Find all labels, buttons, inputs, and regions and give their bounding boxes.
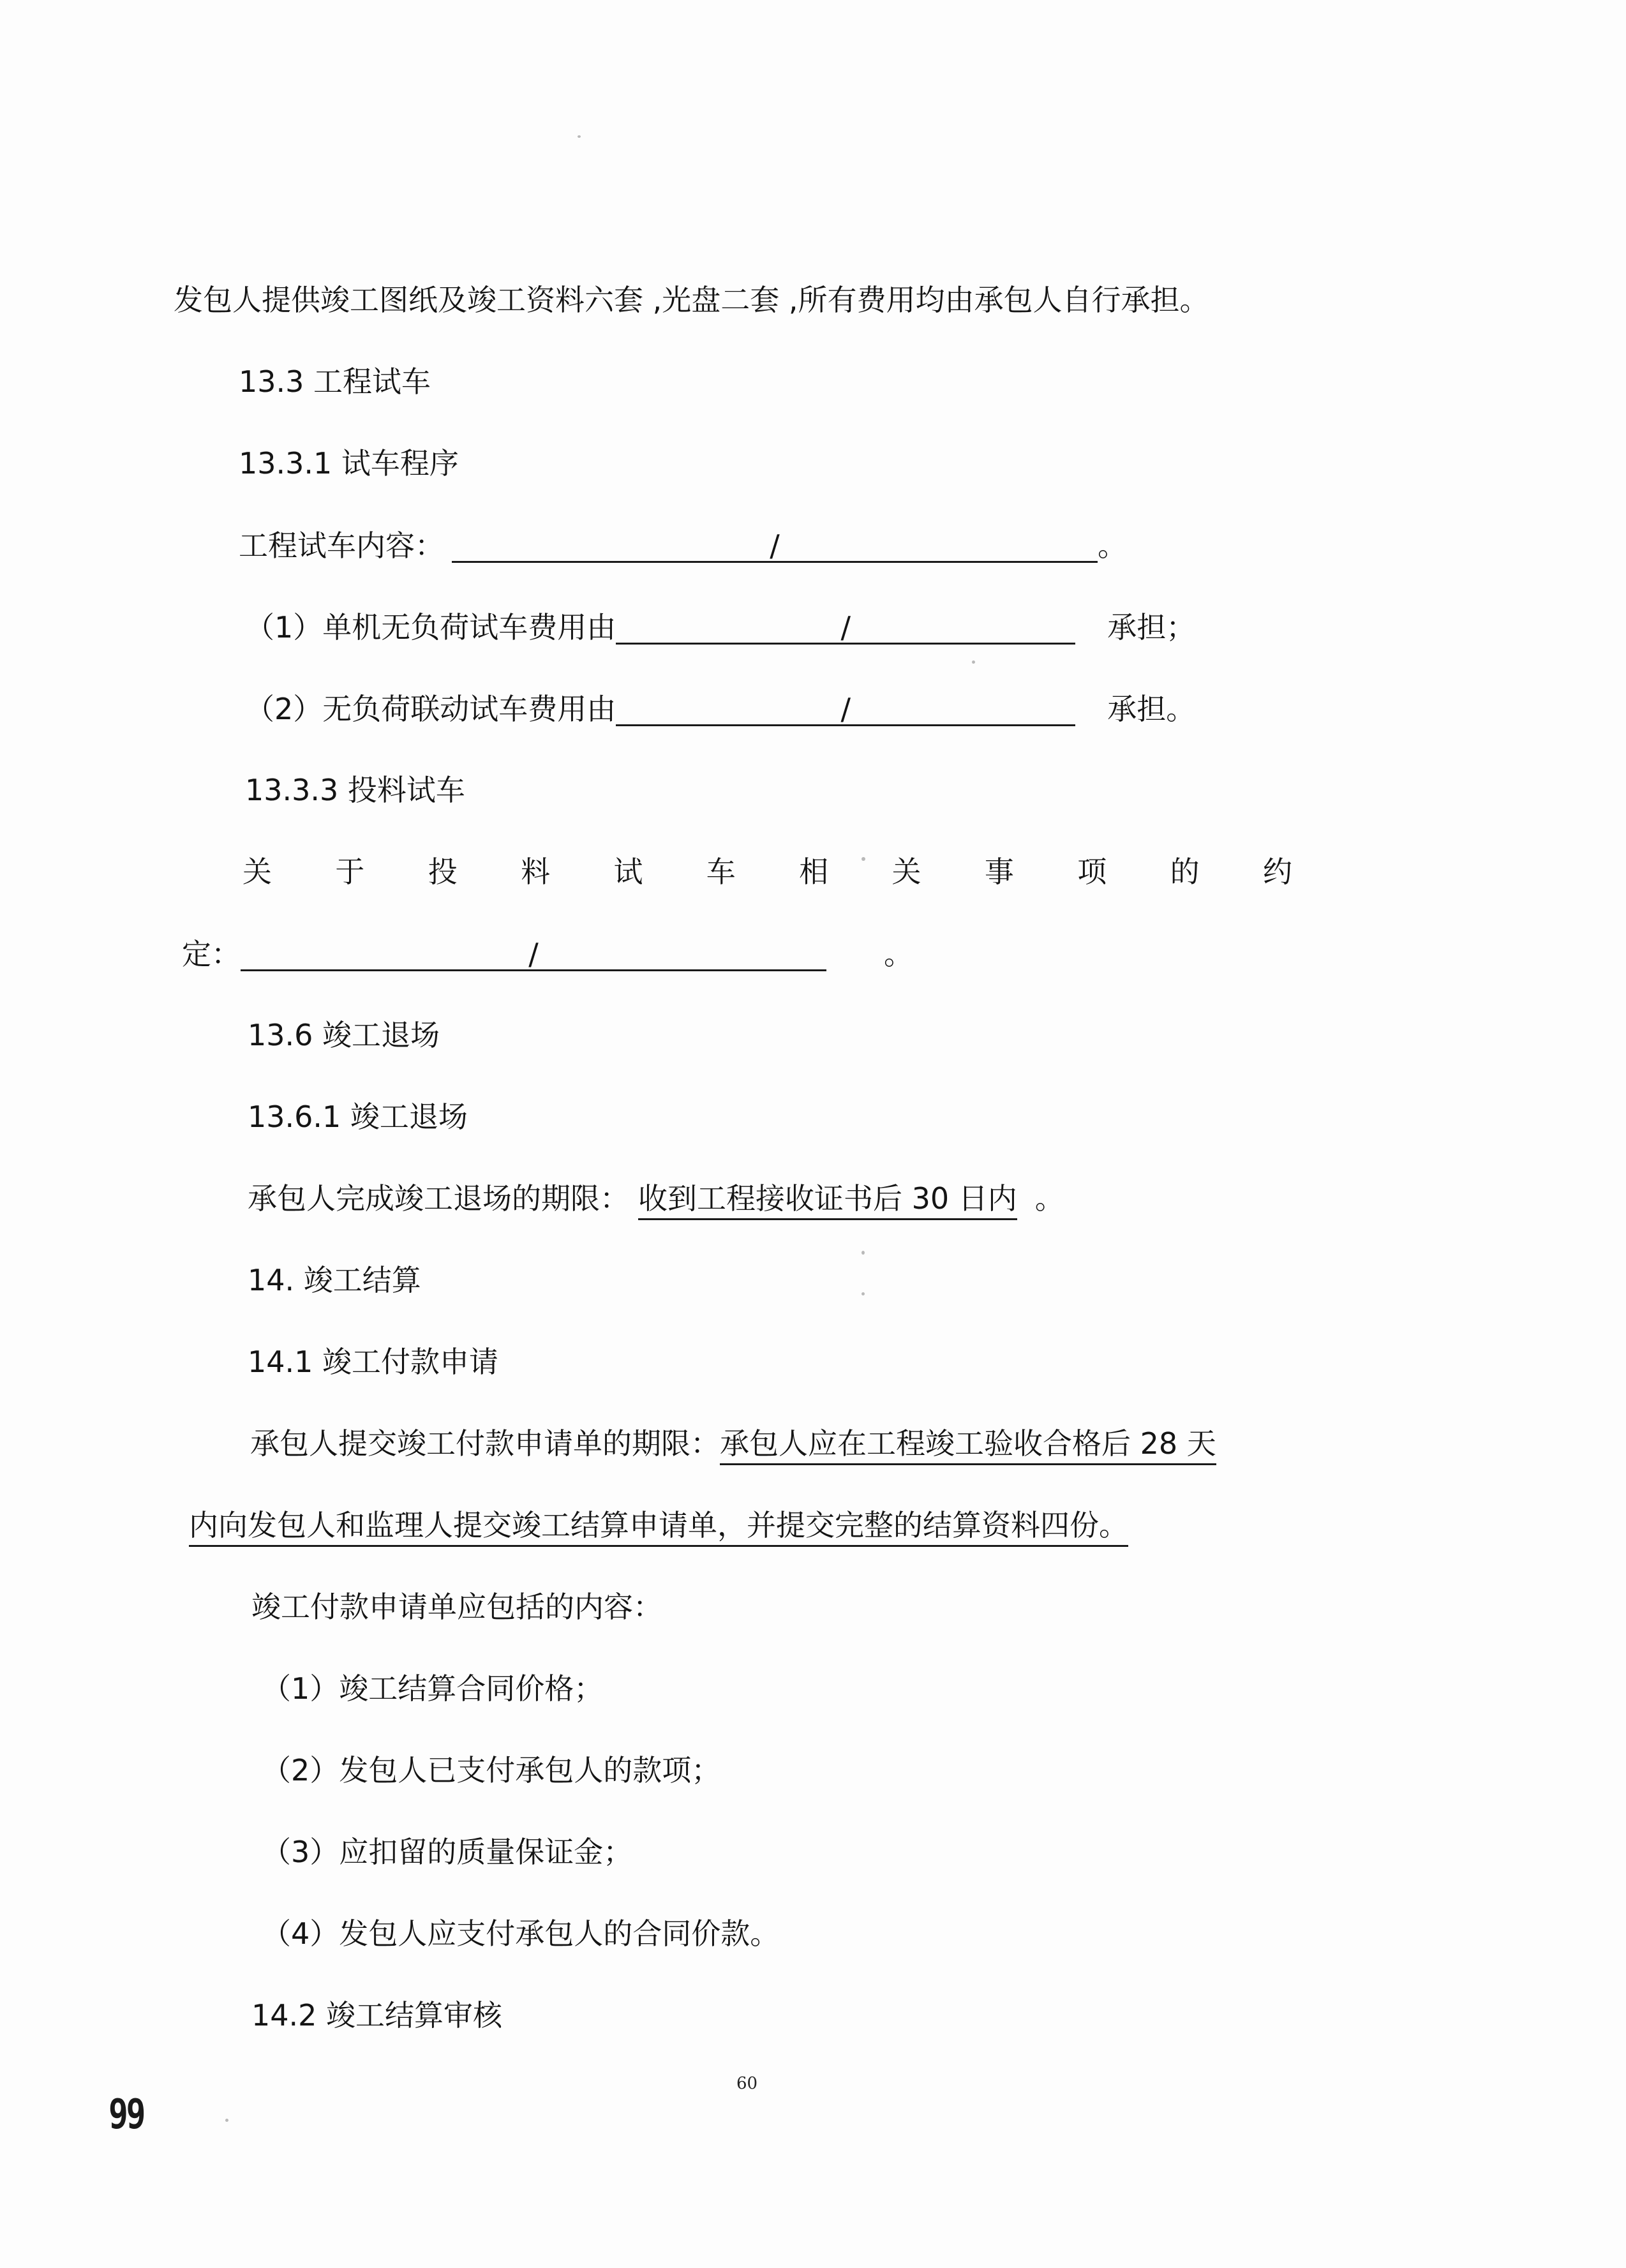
- trial-item-2-label: （2）无负荷联动试车费用由: [245, 692, 616, 726]
- agreement-char: 料: [521, 854, 551, 889]
- exit-period-value: 收到工程接收证书后 30 日内: [638, 1181, 1017, 1220]
- heading-13-6-1: 13.6.1 竣工退场: [248, 1100, 468, 1134]
- exit-period-label: 承包人完成竣工退场的期限：: [248, 1181, 629, 1216]
- scan-speck: [972, 660, 975, 664]
- heading-13-6: 13.6 竣工退场: [248, 1018, 440, 1052]
- agreement-end: 。: [884, 937, 913, 971]
- heading-14-2: 14.2 竣工结算审核: [251, 1998, 503, 2033]
- trial-content-line: [239, 530, 1127, 563]
- agreement-line: [242, 854, 1292, 889]
- agreement-char: 于: [335, 854, 365, 889]
- trial-item-1-label: （1）单机无负荷试车费用由: [245, 610, 616, 645]
- scan-speck: [861, 1251, 865, 1255]
- payment-application-label: 承包人提交竣工付款申请单的期限：: [250, 1426, 720, 1461]
- trial-item-2-end: 承担。: [1107, 692, 1196, 726]
- trial-item-2-fill[interactable]: /: [616, 694, 1075, 726]
- trial-content-fill[interactable]: /: [452, 530, 1098, 563]
- heading-14: 14. 竣工结算: [248, 1263, 421, 1297]
- agreement-cont-label: 定：: [182, 937, 241, 971]
- trial-item-1-end: 承担；: [1107, 610, 1196, 645]
- stamp-number: 99: [108, 2091, 144, 2138]
- agreement-char: 约: [1262, 854, 1292, 889]
- trial-item-1: [245, 612, 1195, 645]
- payment-application-value-1: 承包人应在工程竣工验收合格后 28 天: [720, 1426, 1216, 1465]
- trial-content-label: 工程试车内容：: [239, 528, 444, 563]
- trial-content-end: 。: [1098, 528, 1127, 563]
- heading-13-3-1: 13.3.1 试车程序: [239, 446, 459, 481]
- agreement-char: 项: [1077, 854, 1107, 889]
- payment-application-value-2: 内向发包人和监理人提交竣工结算申请单，并提交完整的结算资料四份。: [189, 1508, 1128, 1547]
- agreement-fill[interactable]: /: [241, 939, 826, 971]
- heading-14-1: 14.1 竣工付款申请: [248, 1345, 499, 1379]
- exit-period-end: 。: [1034, 1181, 1064, 1216]
- scan-speck: [861, 1292, 865, 1295]
- heading-13-3: 13.3 工程试车: [239, 364, 431, 399]
- list-item: （3）应扣留的质量保证金；: [262, 1835, 633, 1869]
- list-item: （2）发包人已支付承包人的款项；: [262, 1753, 721, 1787]
- exit-period-line: [248, 1181, 1064, 1216]
- payment-application-line: [250, 1426, 1216, 1461]
- paragraph-handover-docs: 发包人提供竣工图纸及竣工资料六套 ,光盘二套 ,所有费用均由承包人自行承担。: [174, 283, 1209, 317]
- trial-item-2: [245, 694, 1195, 726]
- payment-application-continuation: [189, 1508, 1128, 1542]
- list-item: （1）竣工结算合同价格；: [262, 1671, 604, 1706]
- agreement-char: 的: [1170, 854, 1200, 889]
- trial-item-1-fill[interactable]: /: [616, 612, 1075, 645]
- list-item: （4）发包人应支付承包人的合同价款。: [262, 1916, 780, 1951]
- agreement-char: 相: [799, 854, 829, 889]
- contents-intro: 竣工付款申请单应包括的内容：: [251, 1590, 662, 1624]
- agreement-char: 事: [984, 854, 1014, 889]
- agreement-char: 关: [242, 854, 272, 889]
- agreement-char: 试: [613, 854, 643, 889]
- heading-13-3-3: 13.3.3 投料试车: [245, 773, 465, 807]
- agreement-char: 关: [891, 854, 921, 889]
- agreement-char: 投: [428, 854, 458, 889]
- scan-speck: [578, 135, 581, 138]
- page-number: 60: [736, 2074, 758, 2093]
- agreement-char: 车: [706, 854, 736, 889]
- scan-speck: [225, 2119, 228, 2122]
- agreement-continuation: [182, 939, 913, 971]
